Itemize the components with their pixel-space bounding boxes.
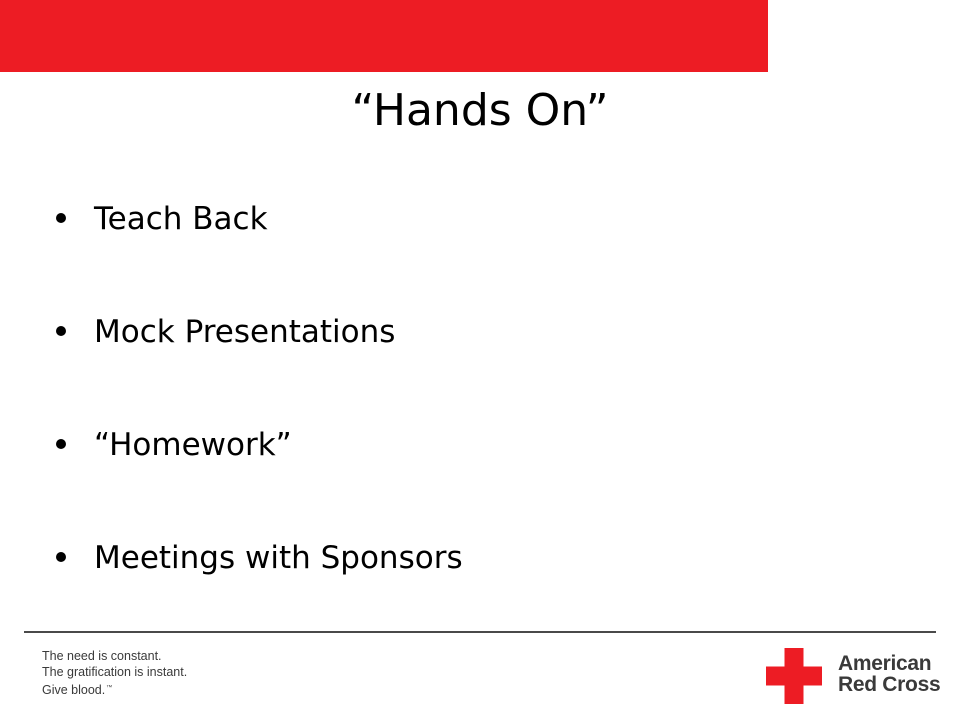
bullet-text: Mock Presentations [94, 314, 396, 350]
red-cross-icon [766, 648, 822, 704]
logo-wordmark [838, 653, 940, 695]
bullet-dot-icon [56, 552, 66, 562]
american-red-cross-logo [766, 648, 941, 706]
bullet-dot-icon [56, 213, 66, 223]
logo-line-1: American [838, 652, 932, 675]
footer-tagline [42, 648, 187, 698]
top-red-banner [0, 0, 768, 72]
bullet-dot-icon [56, 439, 66, 449]
bullet-text: Meetings with Sponsors [94, 540, 463, 576]
bullet-dot-icon [56, 326, 66, 336]
tagline-line-3 [42, 680, 187, 698]
trademark-symbol: ™ [106, 685, 113, 691]
tagline-line-1: The need is constant. [42, 649, 162, 663]
tagline-line-2: The gratification is instant. [42, 665, 188, 679]
bullet-text: “Homework” [94, 427, 292, 463]
tagline-give-blood: Give blood. [42, 683, 106, 698]
footer-divider [24, 631, 936, 633]
bullet-text: Teach Back [94, 201, 268, 237]
logo-line-2: Red Cross [838, 673, 941, 696]
slide-title: “Hands On” [351, 85, 609, 136]
